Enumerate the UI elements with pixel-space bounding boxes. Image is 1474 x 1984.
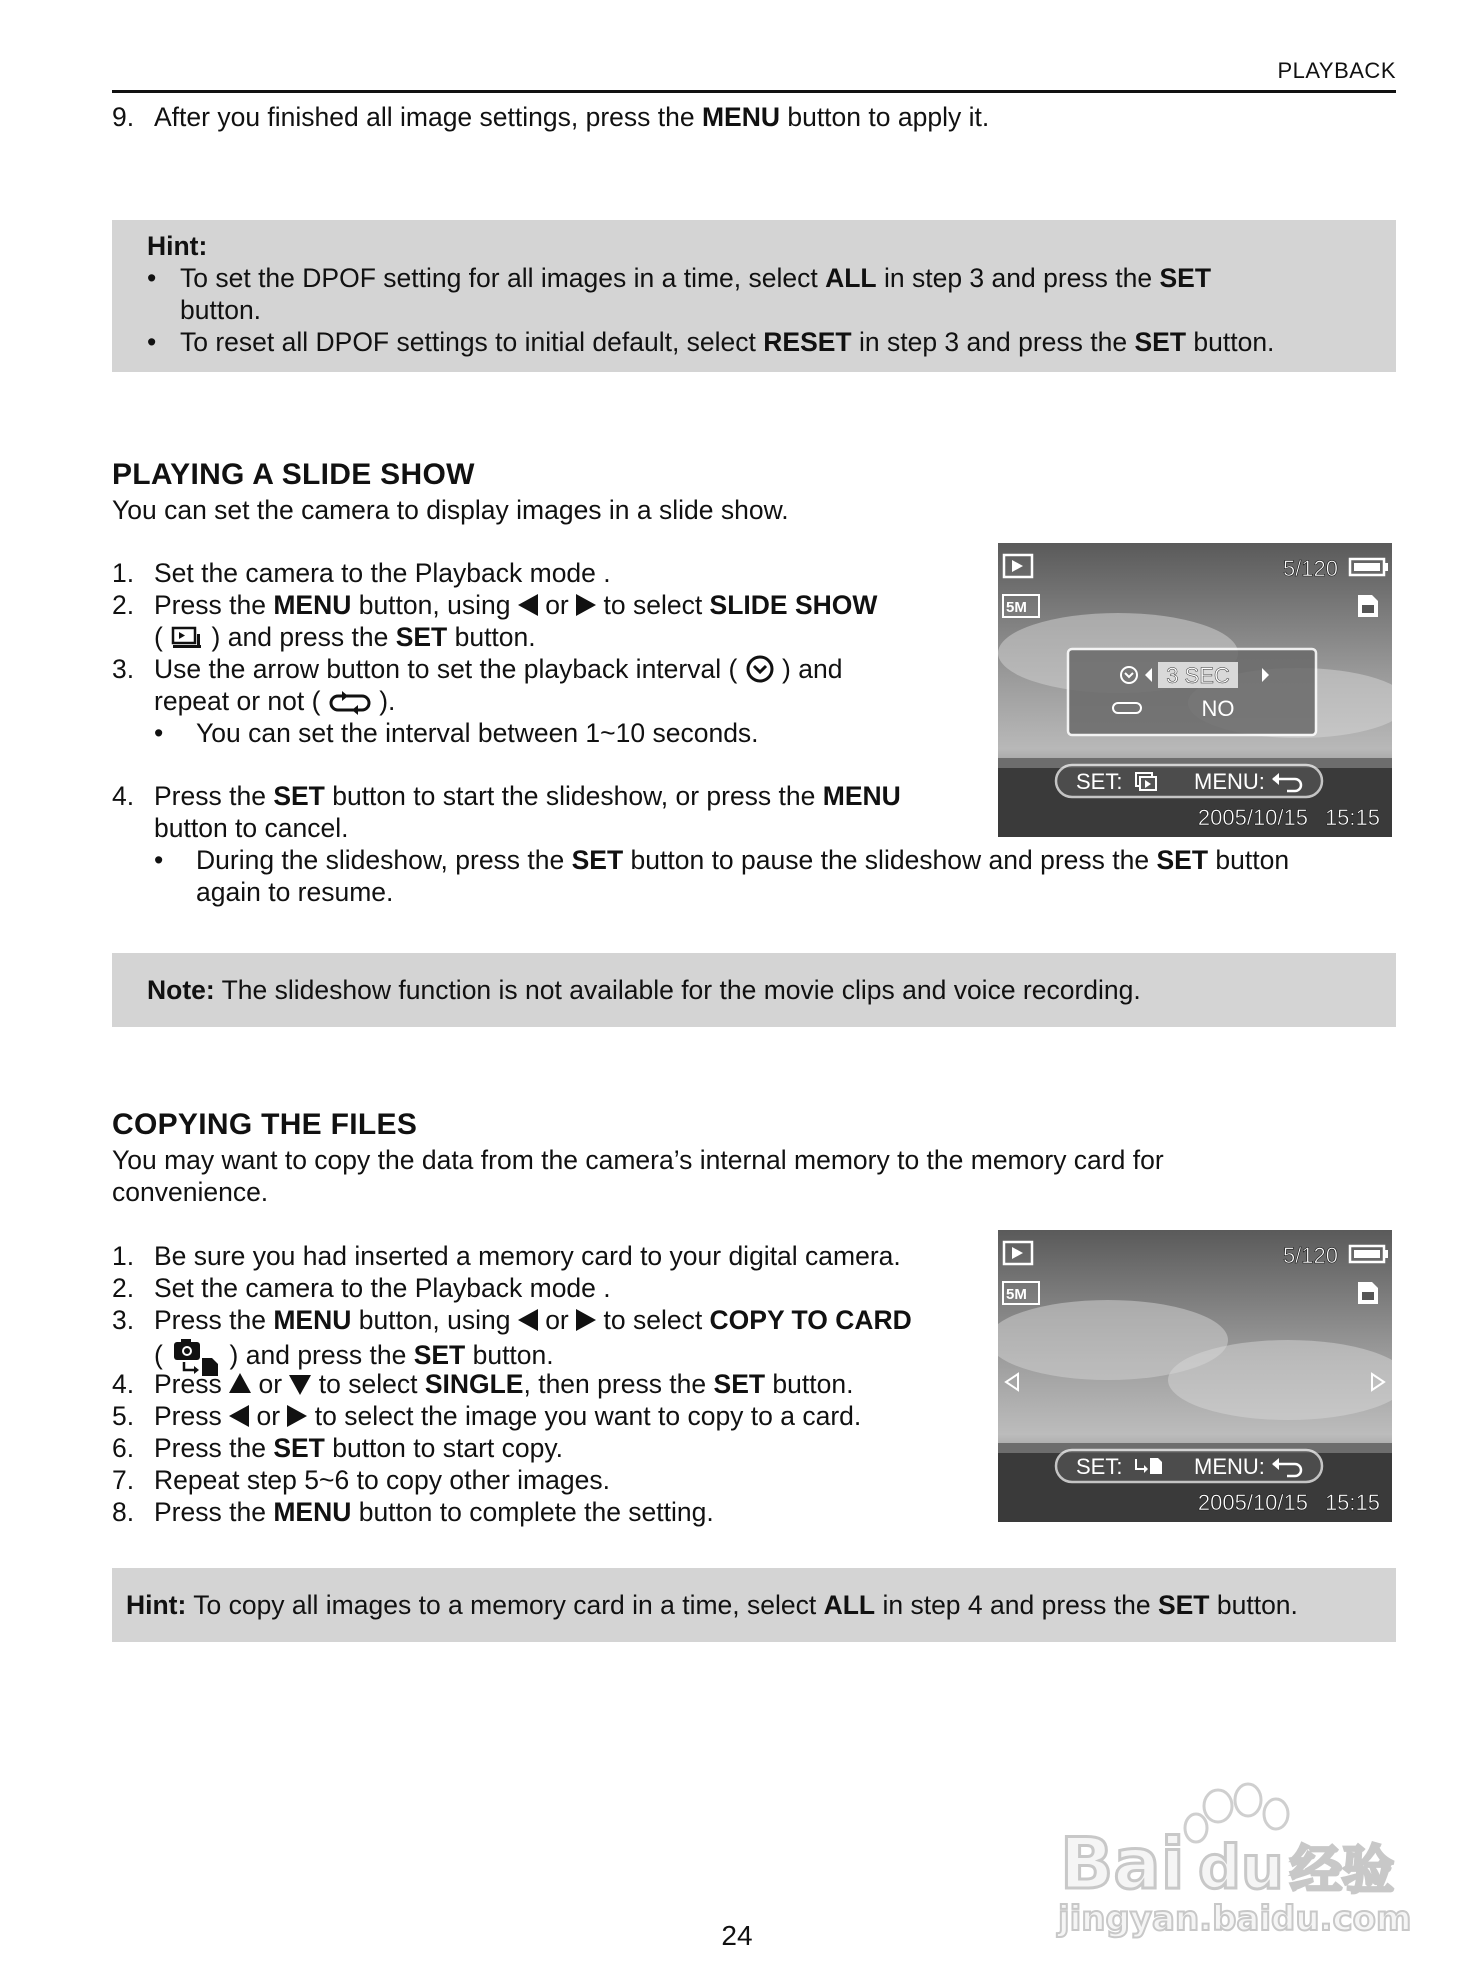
slideshow-step-4-cont: button to cancel.: [154, 813, 349, 843]
step-9: 9. After you finished all image settings, press the MENU button to apply it.: [112, 102, 990, 132]
time-label: 15:15: [1324, 805, 1380, 830]
copy-heading: COPYING THE FILES: [112, 1108, 418, 1141]
slideshow-step-1: 1. Set the camera to the Playback mode .: [112, 558, 611, 588]
baidu-watermark: [1050, 1770, 1410, 1940]
slideshow-step-2: 2. Press the MENU button, using or to select SLIDE SHOW: [112, 590, 878, 620]
copy-step-5: 5. Press or to select the image you want to copy to a card.: [112, 1401, 862, 1431]
note-box: Note: The slideshow function is not available for the movie clips and voice recording.: [112, 953, 1396, 1027]
slideshow-step-4-sub-cont: again to resume.: [196, 877, 394, 907]
svg-text:Bai: Bai: [1060, 1823, 1185, 1905]
copy-step-1: 1. Be sure you had inserted a memory card to your digital camera.: [112, 1241, 901, 1271]
copy-step-2: 2. Set the camera to the Playback mode .: [112, 1273, 611, 1303]
date-label: 2005/10/15: [1197, 805, 1308, 830]
left-arrow-icon: [518, 594, 538, 616]
right-arrow-icon: [287, 1405, 307, 1427]
slideshow-step-3-sub: • You can set the interval between 1~10 seconds.: [154, 718, 759, 748]
menu-softkey-label: MENU:: [1194, 769, 1265, 794]
copy-step-3-cont: ( ) and press the SET button.: [154, 1336, 554, 1376]
copy-step-7: 7. Repeat step 5~6 to copy other images.: [112, 1465, 610, 1495]
svg-text:jingyan.baidu.com: jingyan.baidu.com: [1058, 1899, 1410, 1939]
date-label: 2005/10/15: [1197, 1490, 1308, 1515]
page-number: 24: [721, 1920, 753, 1951]
slideshow-settings-dialog: [1068, 649, 1316, 735]
hint-bullet-all: • To set the DPOF setting for all images in a time, select ALL in step 3 and press the SET: [147, 263, 1212, 293]
copy-step-3: 3. Press the MENU button, using or to select COPY TO CARD: [112, 1305, 912, 1335]
interval-value: 3 SEC: [1166, 663, 1230, 688]
hint-box-copy: Hint: To copy all images to a memory card in a time, select ALL in step 4 and press the SET button.: [112, 1568, 1396, 1642]
left-arrow-icon: [518, 1309, 538, 1331]
right-arrow-icon: [576, 1309, 596, 1331]
slideshow-step-3: 3. Use the arrow button to set the playback interval ( ) and: [112, 654, 843, 684]
repeat-value: NO: [1201, 696, 1235, 721]
svg-text:5M: 5M: [1006, 1286, 1027, 1303]
slideshow-step-3-cont: repeat or not ( ).: [154, 686, 396, 716]
timer-icon: [745, 654, 775, 684]
svg-text:du: du: [1198, 1833, 1284, 1903]
slideshow-heading: PLAYING A SLIDE SHOW: [112, 458, 475, 491]
image-counter: 5/120: [1282, 556, 1338, 581]
copy-step-6: 6. Press the SET button to start copy.: [112, 1433, 563, 1463]
copy-step-8: 8. Press the MENU button to complete the setting.: [112, 1497, 714, 1527]
slideshow-step-4: 4. Press the SET button to start the slideshow, or press the MENU: [112, 781, 901, 811]
page-header: [112, 56, 1396, 93]
up-arrow-icon: [229, 1373, 251, 1393]
copy-step-4: 4. Press or to select SINGLE, then press the SET button.: [112, 1369, 854, 1399]
right-arrow-icon: [576, 594, 596, 616]
section-title: PLAYBACK: [1277, 58, 1396, 83]
hint-title: Hint:: [147, 231, 208, 261]
repeat-icon: [328, 690, 372, 716]
copy-intro-line-1: You may want to copy the data from the camera’s internal memory to the memory card for: [112, 1145, 1164, 1175]
time-label: 15:15: [1324, 1490, 1380, 1515]
set-softkey-label: SET:: [1076, 769, 1123, 794]
set-softkey-label: SET:: [1076, 1454, 1123, 1479]
svg-text:经验: 经验: [1290, 1841, 1395, 1901]
left-arrow-icon: [229, 1405, 249, 1427]
slideshow-camera-screen: [998, 543, 1392, 837]
hint-box-dpof: [112, 220, 1396, 372]
hint-bullet-reset: • To reset all DPOF settings to initial default, select RESET in step 3 and press the SET button.: [147, 327, 1275, 357]
svg-text:5M: 5M: [1006, 599, 1027, 616]
copy-intro-line-2: convenience.: [112, 1177, 269, 1207]
image-counter: 5/120: [1282, 1243, 1338, 1268]
internal-memory-icon: [1358, 595, 1378, 617]
slideshow-step-2-cont: ( ) and press the SET button.: [154, 622, 536, 652]
slideshow-step-4-sub: • During the slideshow, press the SET button to pause the slideshow and press the SET button: [154, 845, 1290, 875]
copy-camera-screen: [998, 1230, 1392, 1522]
slideshow-intro: You can set the camera to display images in a slide show.: [112, 495, 789, 525]
hint-bullet-all-cont: button.: [180, 295, 262, 325]
internal-memory-icon: [1358, 1282, 1378, 1304]
down-arrow-icon: [289, 1375, 311, 1395]
slideshow-icon: [170, 626, 204, 652]
menu-softkey-label: MENU:: [1194, 1454, 1265, 1479]
